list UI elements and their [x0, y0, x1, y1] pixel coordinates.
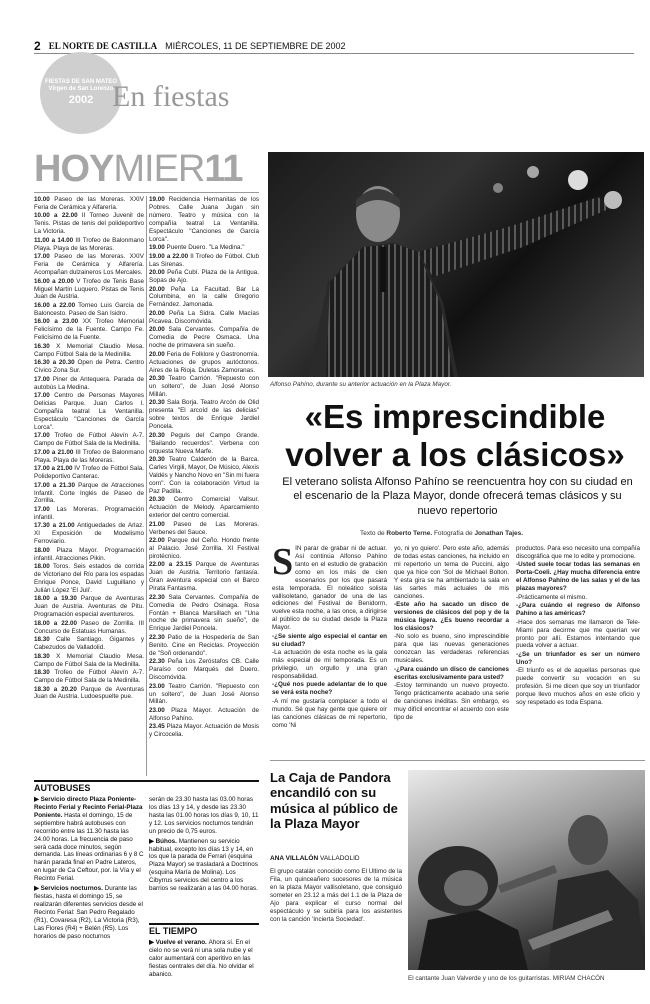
agenda-time: 17.30 a 21.00	[34, 522, 75, 530]
agenda-time: 18.30	[34, 652, 50, 660]
agenda-item	[34, 686, 144, 702]
interview-column-1	[272, 545, 387, 755]
agenda-time: 19.00	[149, 196, 165, 203]
agenda-item	[149, 375, 259, 399]
agenda-text: Teatro Carrión. "Repuesto con un soltero", de Juan José Alonso Millán.	[149, 375, 259, 398]
agenda-time: 10.00	[34, 196, 50, 203]
interview-answer: productos. Para eso necesito una compañía discográfica que me lo edite y promocione.	[516, 545, 640, 560]
agenda-text: Peña Los Zeróstafos CB. Calle Paraíso con Marqués del Duero. Discomóvida.	[149, 658, 259, 682]
agenda-time: 18.00 a 19.30	[34, 595, 77, 603]
singer-illustration	[268, 152, 644, 377]
agenda-text: Paseo de Las Moreras. Verbenes del Sauce.	[149, 520, 259, 536]
agenda-text: Paseo de las Moreras. XXIV Feria de Cerámica y Alfarería. Acompañan dulzaineros Los Mercales.	[34, 253, 144, 277]
tiempo-title: EL TIEMPO	[149, 926, 198, 936]
interview-answer: yo, ni yo quiero'. Pero este año, además de todas estas canciones, ha incluido en mi repertorio un tema de Puccini, algo que ya hice con 'Sol de Michael Bolton. Y esta gira se ha ambientado la sala en las sartes más actuales de mis canciones.	[394, 545, 509, 600]
column-divider	[146, 196, 147, 776]
agenda-time: 20.00	[149, 269, 165, 277]
pandora-body: El grupo catalán conocido como El Último de la Fila, un quinceañero sucesores de la música en la plaza Mayor vallisoletano, que consiguió someter en 23.12 a más del 1.1 de la Plaza de Ajo para explicar el curso normal del espectáculo y se subiría para los asistentes con la canción 'Incierta Sociedad'.	[270, 868, 402, 923]
agenda-text: Centro Comercial Vallsur. Actuación de Melody. Aparcamiento exterior del centro comercial.	[149, 496, 259, 520]
agenda-item	[149, 658, 259, 682]
agenda-text: Puente Duero. "La Medina."	[164, 244, 245, 252]
agenda-item	[149, 561, 259, 593]
interview-answer: IN parar de grabar ni de actuar. Así continúa Alfonso Pahíno tanto en el estudio de grabación como en los más de cien escenarios por los que pasará esta temporada. El noleático solista vallisoletano, ganador de una de las ediciones del Festival de Benidorm, vuelve esta noche, a las once, a dirigirse al público de su ciudad desde la Plaza Mayor.	[272, 545, 387, 632]
agenda-time: 18.00	[34, 546, 50, 554]
agenda-text: Piner de Antequera. Parada de autobús La Medina.	[34, 375, 144, 391]
agenda-time: 18.00 a 22.00	[34, 619, 77, 627]
byline-place: VALLADOLID	[319, 855, 360, 862]
agenda-item	[34, 237, 144, 253]
agenda-time: 22.30	[149, 658, 165, 666]
page-header	[34, 38, 634, 54]
agenda-text: X Memorial Claudio Mesa. Campo de Fútbol Sala de la Medinilla.	[34, 652, 144, 668]
info-item	[34, 885, 144, 940]
agenda-text: Parque de Aventuras Juan de Austria. Ludoespuelte pue.	[34, 685, 144, 701]
agenda-item	[34, 506, 144, 522]
agenda-text: Parque del Ceño. Hondo frente al Palacio. José Zorrilla. XI Festival pirotécnico.	[149, 537, 259, 560]
agenda-text: Teatro Carrión. "Repuesto con un soltero", de Juan José Alonso Millán.	[149, 682, 259, 706]
agenda-item	[34, 302, 144, 318]
agenda-time: 20.00	[149, 309, 165, 317]
agenda-item	[34, 547, 144, 563]
pandora-byline	[270, 855, 360, 862]
autobuses-rule	[34, 780, 259, 782]
pandora-illustration	[408, 770, 645, 970]
interview-question: -¿Se siente algo especial el cantar en su ciudad?	[272, 632, 387, 648]
agenda-time: 16.30 a 20.30	[34, 359, 75, 367]
agenda-time: 20.30	[149, 399, 165, 407]
agenda-text: Calle Santiago. Gigantes y Cabezudos de Valladolid.	[34, 636, 144, 652]
fiestas-seal	[40, 52, 122, 134]
agenda-time: 20.00	[149, 285, 165, 293]
agenda-time: 22.00	[149, 537, 165, 545]
agenda-time: 17.00 a 21.00	[34, 448, 74, 456]
agenda-time: 17.00	[34, 432, 50, 440]
agenda-text: Sala Borja. Teatro Arcón de Olid presenta "El arcoíd de las delicias" sobre textos de Enrique Jardiel Poncela.	[149, 399, 259, 431]
agenda-time: 17.00	[34, 392, 50, 400]
day-banner-weekday: MIER	[113, 148, 205, 190]
singer-photo-caption: Alfonso Pahíno, durante su anterior actuación en la Plaza Mayor.	[270, 381, 452, 388]
info-item-text: Hasta el domingo, 15 de septiembre habrá autobuses con recorrido entre las 11.30 hasta las 24.00 horas. La frecuencia de paso será cada doce minutos, según demanda. Las líneas ordinarias 6 y 8 C harán parada final en Padre Lateros, en lugar de Ca Ceftour, por. la Vía y el Recinto Ferial.	[34, 811, 144, 883]
agenda-time: 23.00	[149, 706, 165, 714]
info-item-head: ▶ Servicio directo Plaza Poniente-Recinto Ferial y Recinto Ferial-Plaza Poniente.	[34, 796, 143, 819]
agenda-time: 18.30	[34, 669, 50, 677]
agenda-text: X Memorial Claudio Mesa. Campo Fútbol Sala de la Medinilla.	[34, 342, 144, 358]
agenda-time: 20.00	[149, 326, 165, 334]
agenda-item	[34, 522, 144, 546]
agenda-time: 20.30	[149, 456, 165, 464]
agenda-time: 22.30	[149, 633, 165, 641]
interview-question: -¿Se un triunfador es ser un número Uno?	[516, 650, 640, 666]
agenda-item	[149, 351, 259, 375]
agenda-time: 20.00	[149, 350, 165, 358]
interview-question: -Este año ha sacado un disco de versiones de clásicos del pop y de la música ligera. ¿Es bueno recordar a los clásicos?	[394, 601, 509, 632]
pandora-caption-credit: MIRIAM CHACÓN	[552, 975, 605, 982]
interview-answer: -El triunfo es el de aquellas personas que puede convertir su vocación en su profesión. Si me dicen que soy un triunfador porque llevo muchos años en este oficio y soy respetado es toda Espana.	[516, 667, 640, 707]
agenda-time: 19.00	[149, 244, 165, 252]
info-item	[149, 796, 259, 836]
singer-photo	[268, 152, 644, 377]
agenda-time: 20.30	[149, 496, 165, 504]
interview-answer: -Prácticamente el mismo.	[516, 593, 588, 601]
agenda-text: Las Moreras. Programación infantil.	[34, 505, 144, 521]
agenda-item	[149, 683, 259, 707]
agenda-item	[149, 521, 259, 537]
agenda-item	[34, 392, 144, 432]
byline-author: ANA VILLALÓN	[270, 855, 319, 862]
interview-column-3	[516, 545, 640, 755]
agenda-column-1	[34, 196, 144, 778]
info-item	[149, 939, 259, 979]
credit-photo-label: Fotografía de	[433, 530, 473, 537]
interview-question: -Usted suele tocar todas las semanas en Porta-Coeli. ¿Hay mucha diferencia entre el Alfonso Pahíno de las salas y el de las plazas mayores?	[516, 561, 640, 593]
agenda-text: Peña La Facultad. Bar La Columbina, en la calle Gregorio Fernández. Jamonada.	[149, 285, 259, 309]
agenda-item	[34, 318, 144, 342]
agenda-item	[149, 196, 259, 244]
agenda-time: 18.00	[34, 563, 50, 571]
credit-text-name: Roberto Terne.	[386, 530, 433, 537]
agenda-text: Torneo Luis García de Baloncesto. Paseo de San Isidro.	[34, 301, 144, 317]
agenda-time: 18.30 a 20.20	[34, 685, 77, 693]
agenda-time: 17.00	[34, 505, 50, 513]
info-item-text: Ahora sí. En el cielo no se verá ni una sola nube y el calor aumentará con aperitivo en las fiestas centrales del día. No olvidar el abanico.	[149, 939, 254, 978]
seal-year: 2002	[68, 93, 94, 106]
interview-answer: -La actuación de esta noche es la gala más especial de mi temporada. Es un privilegio, un orgullo y una gran responsabilidad.	[272, 649, 387, 680]
interview-column-2	[394, 545, 509, 755]
interview-answer: -Hace dos semanas me llamaron de Tele-Miami para decirme que me querían ver pronto por allí. Estamos intentando que pueda volver a actuar.	[516, 618, 640, 650]
agenda-time: 17.00 a 21.30	[34, 481, 76, 489]
agenda-time: 11.00 a 14.00	[34, 236, 74, 244]
agenda-item	[34, 432, 144, 448]
agenda-text: Peguls del Campo Grande. "Bailando recuerdos". Verbena con orquesta Nueva Marfe.	[149, 431, 259, 455]
agenda-item	[34, 359, 144, 375]
agenda-time: 16.00 a 23.00	[34, 318, 79, 326]
agenda-time: 18.30	[34, 636, 50, 644]
agenda-item	[149, 399, 259, 431]
issue-date: MIÉRCOLES, 11 DE SEPTIEMBRE DE 2002	[165, 40, 346, 51]
section-title: En fiestas	[112, 80, 230, 113]
agenda-text: Sala Cervantes. Compañía de Comedia de Pedro Osinaga. Rosa Fontán + Blanca Marsillach en "Una noche de primavera sin sueño", de Enrique Jardiel Poncela.	[149, 593, 259, 633]
pandora-caption-text: El cantante Juan Valverde y uno de los guitarristas.	[408, 975, 552, 982]
agenda-text: Antiguedades de Arlaz. XI Exposición de Modelismo Ferroviario.	[34, 522, 144, 546]
agenda-item	[34, 343, 144, 359]
agenda-time: 20.30	[149, 431, 165, 439]
agenda-text: II Torneo Juvenil de Tenis. Pistas de tenis del polideportivo La Victoria.	[34, 212, 144, 236]
pandora-photo-caption	[408, 975, 645, 982]
info-item-text: Mantienen su servicio habitual, excepto los días 13 y 14, en los que la parada de Ferrari (esquina Plaza Mayor) se trasladará a Doctrinos (esquina María de Molina). Los Cibyrrus servicios del centro a los barrios se realizarán a las 04.00 horas.	[149, 837, 258, 893]
autobuses-column-2	[149, 796, 259, 921]
agenda-item	[149, 244, 259, 252]
agenda-item	[149, 707, 259, 723]
interview-answer: -Estoy terminando un nuevo proyecto. Tengo prácticamente acabado una serie de canciones inéditas. Sin embargo, es muy difícil encontrar el acuerdo con este tipo de	[394, 682, 509, 721]
agenda-item	[34, 465, 144, 481]
interview-answer: -A mí me gustaría complacer a todo el mundo. Sé que hay gente que quiere oír las canciones clásicas de mi repertorio, como 'Ni	[272, 697, 387, 729]
pandora-rule	[270, 760, 645, 761]
agenda-item	[34, 449, 144, 465]
agenda-item	[34, 653, 144, 669]
credit-photo-name: Jonathan Tajes.	[474, 530, 524, 537]
day-banner	[34, 150, 243, 188]
agenda-item	[149, 456, 259, 496]
agenda-item	[149, 310, 259, 326]
agenda-time: 21.00	[149, 520, 165, 528]
agenda-text: Parque de Atracciones Infantil. Corte Inglés de Paseo de Zorrilla.	[34, 481, 144, 505]
agenda-item	[34, 669, 144, 685]
agenda-item	[149, 326, 259, 350]
agenda-item	[34, 278, 144, 302]
agenda-text: Teatro Calderón de la Barca. Carles Virgili, Mayor, De Músico, Alexis Valdés y Nancho Novo en "Sin mi fuera corn". Con la colaboración Virtud la Paz Padilla.	[149, 456, 259, 495]
agenda-item	[34, 620, 144, 636]
agenda-item	[149, 537, 259, 561]
day-banner-number: 11	[204, 148, 243, 190]
agenda-text: V Trofeo de Tenis Base Miguel Martín Luquero. Pistas de Tenis Juan de Austria.	[34, 277, 144, 301]
agenda-text: II Trofeo de Fútbol. Club Las Sirenas.	[149, 252, 259, 268]
agenda-time: 22.30	[149, 593, 165, 601]
agenda-text: Toros. Seis estados de corrida de Victoriano del Río para los espadas Enrique Ponce, David Luguillano y Julián López 'El Juli'.	[34, 563, 144, 594]
agenda-column-2	[149, 196, 259, 771]
agenda-text: Plaza Mayor. Actuación de Mosis y Circocelia.	[149, 723, 259, 739]
credit-text-label: Texto de	[360, 530, 385, 537]
agenda-text: Trofeo de Fútbol Alevín A-7. Campo de Fútbol Sala de la Medinilla.	[34, 432, 144, 448]
main-headline: «Es imprescindible volver a los clásicos»	[285, 398, 625, 473]
interview-question: -¿Para cuándo el regreso de Alfonso Pahíno a las américas?	[516, 602, 640, 618]
agenda-item	[149, 723, 259, 739]
autobuses-column-1	[34, 796, 144, 996]
info-item-head: ▶ Búhos.	[149, 837, 179, 845]
agenda-item	[34, 482, 144, 506]
agenda-item	[149, 253, 259, 269]
agenda-text: Parque de Aventuras Juan de Austria. Aventuras de Pitu. Programación especial aventureros.	[34, 595, 144, 619]
agenda-text: Recidencia Hermanitas de los Pobres. Calle Juana Jugan sin número. Teatro y música con la compañía teatral La Ventanilla. Espectáculo "Canciones de García Lorca".	[149, 196, 259, 243]
autobuses-title: AUTOBUSES	[34, 783, 91, 793]
pandora-photo	[408, 770, 645, 970]
agenda-time: 16.00 a 22.00	[34, 301, 76, 309]
article-credits	[360, 530, 523, 537]
agenda-text: III Trofeo de Balonmano Playa. Playa de las Moreras.	[34, 236, 144, 252]
agenda-item	[34, 563, 144, 595]
day-banner-prefix: HOY	[34, 148, 114, 190]
agenda-text: III Trofeo de Balonmano Playa. Playa de las Moreras.	[34, 448, 144, 464]
info-item-head: ▶ Vuelve el verano.	[149, 939, 209, 946]
agenda-text: Peña Cubí. Plaza de la Antigua. Sopas de Ajo.	[149, 269, 259, 284]
agenda-time: 10.00 a 22.00	[34, 212, 78, 220]
agenda-time: 23.45	[149, 723, 165, 731]
interview-question: -¿Qué nos puede adelantar de lo que se verá esta noche?	[272, 681, 387, 697]
agenda-text: XX Trofeo Memorial Felicísimo de la Fuente. Campo Fe. Felicísimo de la Fuente.	[34, 318, 144, 342]
seal-line2: Virgen de San Lorenzo	[48, 86, 114, 93]
publication-name: EL NORTE DE CASTILLA	[48, 40, 158, 51]
agenda-text: IV Trofeo de Fútbol Sala. Polideportivo Canterac.	[34, 465, 144, 481]
agenda-item	[149, 432, 259, 456]
banner-rule	[34, 192, 259, 193]
drop-cap: S	[272, 545, 294, 583]
agenda-item	[149, 269, 259, 285]
tiempo-rule	[149, 923, 259, 925]
agenda-item	[149, 594, 259, 634]
agenda-text: Paseo de Zorrilla. III Concurso de Estatuas Humanas.	[34, 619, 144, 635]
info-item-text: Durante las fiestas, hasta el domingo 15, se realizarán diferentes servicios desde el Recinto Ferial: San Pedro Regalado (R1), Covaresa (R2), La Victoria (R3), Las Flores (R4) + Belén (R5). Los horarios de paso nocturnos	[34, 885, 143, 940]
agenda-item	[34, 636, 144, 652]
agenda-text: Trofeo de Fútbol Alevín A-7. Campo de Fútbol Sala de la Medinilla.	[34, 669, 144, 685]
agenda-time: 19.00 a 22.00	[149, 252, 189, 260]
agenda-item	[34, 376, 144, 392]
info-item-head: ▶ Servicios nocturnos.	[34, 885, 105, 893]
interview-question: -¿Para cuándo un disco de canciones escritas exclusivamente para usted?	[394, 665, 509, 681]
agenda-text: Open de Petra. Centro Cívico Zona Sur.	[34, 359, 144, 375]
agenda-item	[34, 196, 144, 212]
agenda-time: 17.00	[34, 375, 50, 383]
page-number: 2	[34, 38, 41, 53]
agenda-item	[34, 595, 144, 619]
agenda-text: Feria de Folklore y Gastronomía. Actuaciones de grupos autóctonos. Aires de la Rioja. Duletas Zamoranas.	[149, 350, 259, 374]
info-item	[149, 838, 259, 893]
main-deck: El veterano solista Alfonso Pahíno se reencuentra hoy con su ciudad en el escenario de la Plaza Mayor, donde ofrecerá temas clásicos y su nuevo repertorio	[282, 476, 633, 517]
interview-answer: -No solo es bueno, sino imprescindible para que las nuevas generaciones conozcan las verdaderas referencias musicales.	[394, 633, 509, 665]
agenda-text: Parque de Aventuras Juan de Austria. Territorio fantasía. Gran aventura especial con el Barco Pirata Fantasma.	[149, 561, 259, 593]
agenda-time: 16.00 a 20.00	[34, 277, 74, 285]
agenda-text: Peña La Sidra. Calle Macías Picavea. Discomóvida.	[149, 309, 259, 325]
agenda-item	[149, 634, 259, 658]
agenda-time: 23.00	[149, 682, 165, 690]
agenda-text: Plaza Mayor. Actuación de Alfonso Pahíno.	[149, 706, 259, 722]
agenda-item	[149, 286, 259, 310]
pandora-headline: La Caja de Pandora encandiló con su música al público de la Plaza Mayor	[270, 770, 398, 831]
agenda-time: 17.00 a 21.00	[34, 465, 73, 473]
info-item-text: serán de 23.30 hasta las 03.00 horas los días 13 y 14, y desde las 23.30 hasta las 01.00 horas los días 9, 10, 11 y 12. Los servicios nocturnos tendrán un precio de 0,75 euros.	[149, 796, 259, 835]
tiempo-body	[149, 939, 259, 996]
seal-line1: FIESTAS DE SAN MATEO	[44, 79, 118, 86]
agenda-item	[34, 212, 144, 236]
agenda-time: 22.00 a 23.15	[149, 561, 192, 569]
agenda-item	[34, 253, 144, 277]
agenda-text: Patio de la Hospedería de San Benito. Cine en Reciclas. Proyección de "Soñ ordenando".	[149, 633, 259, 657]
agenda-time: 17.00	[34, 253, 50, 261]
agenda-item	[149, 496, 259, 520]
agenda-text: Sala Cervantes. Compañía de Comedia de Pecre Osmaca. Una noche de primavera sin sueño.	[149, 326, 259, 350]
info-item	[34, 796, 144, 883]
agenda-time: 16.30	[34, 342, 50, 350]
agenda-text: Paseo de las Moreras. XXIV Feria de Cerámica y Alfarería.	[34, 196, 144, 211]
agenda-text: Centro de Personas Mayores Delicias Parque. Juan Carlos I. Compañía teatral La Ventanilla. Espectáculo "Canciones de García Lorca".	[34, 392, 144, 431]
agenda-time: 20.30	[149, 375, 165, 383]
agenda-text: Plaza Mayor. Programación infantil. Atracciones Pikin.	[34, 546, 144, 562]
